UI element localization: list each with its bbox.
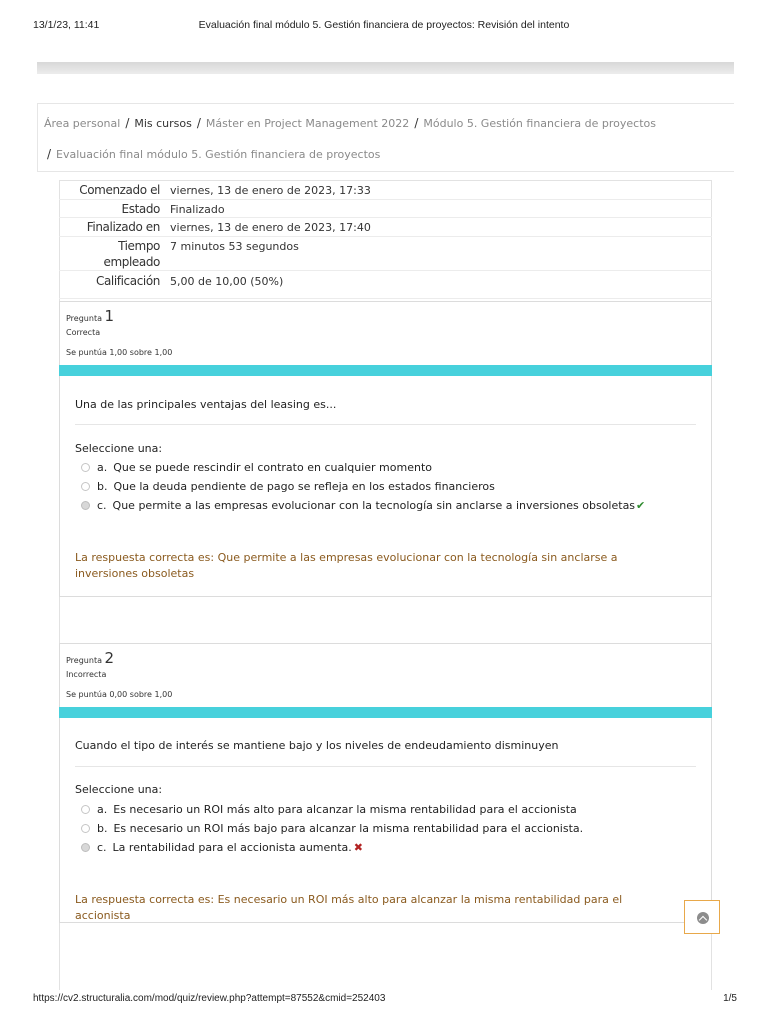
summary-label: Calificación [96,274,160,288]
question-state: Incorrecta [66,670,107,679]
question-text: Cuando el tipo de interés se mantiene bajo y los niveles de endeudamiento disminuyen [75,739,559,752]
summary-row [59,237,712,271]
breadcrumb-master[interactable]: Máster en Project Management 2022 [205,117,410,130]
correct-answer-feedback: La respuesta correcta es: Es necesario un ROI más alto para alcanzar la misma rentabilidad para el accionista [75,893,623,922]
summary-value: 7 minutos 53 segundos [170,240,299,253]
answer-option-b[interactable]: b. Es necesario un ROI más bajo para alcanzar la misma rentabilidad para el accionista. [81,822,583,835]
breadcrumb-separator: / [414,116,419,130]
breadcrumb-separator: / [196,116,201,130]
breadcrumb-evaluacion[interactable]: Evaluación final módulo 5. Gestión financiera de proyectos [56,148,381,161]
question-state: Correcta [66,328,101,337]
answer-option-c[interactable]: c. La rentabilidad para el accionista aumenta. ✖ [81,841,363,854]
question-number: Pregunta 2 [66,649,115,667]
print-title: Evaluación final módulo 5. Gestión financiera de proyectos: Revisión del intento [198,19,570,31]
answer-text: La rentabilidad para el accionista aumenta. [112,841,352,854]
question-grade: Se puntúa 1,00 sobre 1,00 [66,348,173,357]
summary-row [59,218,712,237]
radio-button[interactable] [81,843,90,852]
scroll-to-top-button[interactable] [684,900,720,934]
summary-row [59,200,712,218]
radio-button[interactable] [81,463,90,472]
correct-answer-feedback: La respuesta correcta es: Que permite a las empresas evolucionar con la tecnología sin anclarse a inversiones obsoletas [75,551,618,580]
divider [75,424,696,425]
question-number: Pregunta 1 [66,307,115,325]
answer-text: Que permite a las empresas evolucionar con la tecnología sin anclarse a inversiones obsoletas [112,499,636,512]
breadcrumb-separator: / [47,147,52,161]
question-info [59,643,712,707]
summary-label: Finalizado en [86,220,160,234]
summary-row [59,271,712,299]
breadcrumb-mis-cursos[interactable]: Mis cursos [134,117,192,130]
print-datetime: 13/1/23, 11:41 [33,19,100,31]
answer-option-b[interactable]: b. Que la deuda pendiente de pago se refleja en los estados financieros [81,480,495,493]
answer-prompt: Seleccione una: [75,442,163,455]
summary-label: Comenzado el [79,183,160,197]
breadcrumb [37,103,734,172]
summary-value: Finalizado [170,203,225,216]
radio-button[interactable] [81,824,90,833]
answer-option-a[interactable]: a. Es necesario un ROI más alto para alcanzar la misma rentabilidad para el accionista [81,803,577,816]
answer-text: Que se puede rescindir el contrato en cualquier momento [113,461,432,474]
question-content [59,376,712,597]
breadcrumb-modulo[interactable]: Módulo 5. Gestión financiera de proyectos [423,117,656,130]
radio-button[interactable] [81,501,90,510]
check-icon: ✔ [636,499,646,512]
answer-prompt: Seleccione una: [75,783,163,796]
breadcrumb-area-personal[interactable]: Área personal [44,117,121,130]
print-page-number: 1/5 [723,993,737,1004]
question-band [59,365,712,376]
print-header [0,0,768,40]
question-text: Una de las principales ventajas del leasing es... [75,398,337,411]
question-content [59,718,712,923]
answer-text: Que la deuda pendiente de pago se refleja en los estados financieros [113,480,495,493]
question-grade: Se puntúa 0,00 sobre 1,00 [66,690,173,699]
radio-button[interactable] [81,805,90,814]
answer-text: Es necesario un ROI más alto para alcanzar la misma rentabilidad para el accionista [113,803,577,816]
question-band [59,707,712,718]
summary-label: empleado [103,255,160,269]
top-navbar [37,62,734,74]
cross-icon: ✖ [353,841,364,854]
print-url: https://cv2.structuralia.com/mod/quiz/review.php?attempt=87552&cmid=252403 [33,993,386,1004]
summary-label: Estado [121,202,160,216]
summary-value: viernes, 13 de enero de 2023, 17:40 [170,221,371,234]
summary-label: Tiempo [118,239,160,253]
answer-option-a[interactable]: a. Que se puede rescindir el contrato en cualquier momento [81,461,432,474]
radio-button[interactable] [81,482,90,491]
summary-value: 5,00 de 10,00 (50%) [170,275,284,288]
summary-row [59,180,712,200]
question-info [59,301,712,365]
breadcrumb-separator: / [125,116,130,130]
answer-option-c[interactable]: c. Que permite a las empresas evolucionar con la tecnología sin anclarse a inversiones obsoletas✔ [81,499,645,512]
summary-value: viernes, 13 de enero de 2023, 17:33 [170,184,371,197]
divider [75,766,696,767]
attempt-summary-table [59,180,712,299]
answer-text: Es necesario un ROI más bajo para alcanzar la misma rentabilidad para el accionista. [113,822,584,835]
